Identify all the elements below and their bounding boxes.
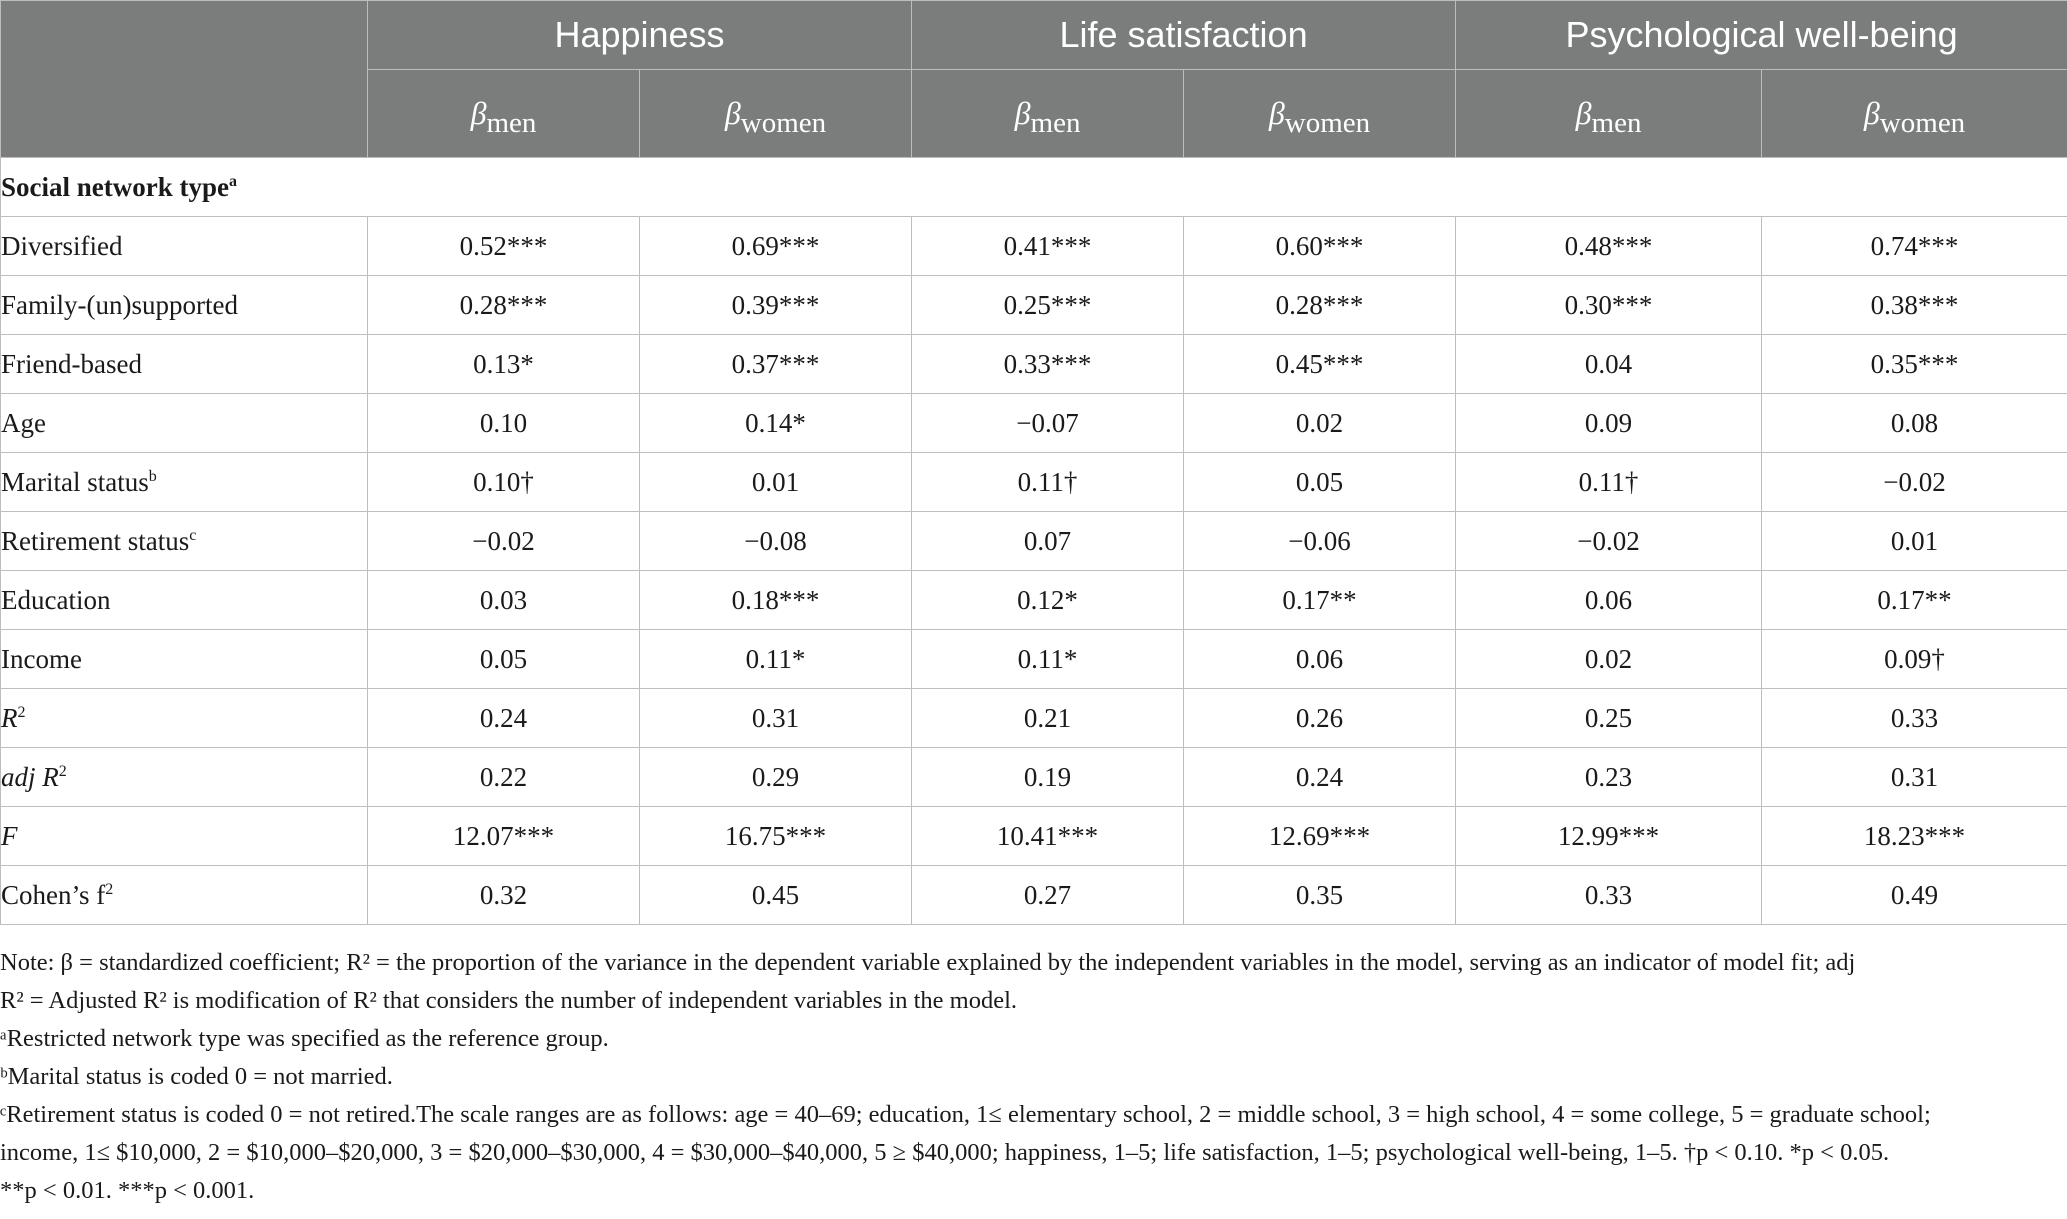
table-cell: 0.45 (640, 866, 912, 925)
row-label-text: Age (1, 407, 46, 438)
beta-subscript: women (1879, 107, 1966, 139)
table-row (1, 394, 2067, 453)
beta-subscript: men (486, 107, 537, 139)
table-cell: 0.04 (1456, 335, 1762, 394)
table-cell: 0.45*** (1184, 335, 1456, 394)
table-row (1, 217, 2067, 276)
note-line: R² = Adjusted R² is modification of R² that considers the number of independent variables in the model. (0, 987, 1018, 1014)
row-label-text: Diversified (1, 230, 123, 261)
table-cell: 0.01 (1762, 512, 2067, 571)
table-cell: 0.33 (1762, 689, 2067, 748)
table-cell: 0.02 (1184, 394, 1456, 453)
row-label-text: adj R (1, 761, 59, 792)
table-cell: 0.30*** (1456, 276, 1762, 335)
row-label (1, 512, 368, 571)
note-line: income, 1≤ $10,000, 2 = $10,000–$20,000, 3 = $20,000–$30,000, 4 = $30,000–$40,000, 5 ≥ $40,000; happiness, 1–5; life satisfaction, 1–5; psychological well-being, 1–5. †p < 0.10. *p < 0.05. (0, 1139, 1890, 1166)
table-cell: −0.08 (640, 512, 912, 571)
table-cell: 0.33*** (912, 335, 1184, 394)
table-cell: 0.08 (1762, 394, 2067, 453)
note-line: ᵃRestricted network type was specified as the reference group. (0, 1025, 609, 1052)
note-line: Note: β = standardized coefficient; R² = the proportion of the variance in the dependent variable explained by the independent variables in the model, serving as an indicator of model fit; adj (0, 949, 1856, 976)
row-label-text: Marital status (1, 466, 149, 497)
table-cell: −0.02 (368, 512, 640, 571)
table-cell: 0.26 (1184, 689, 1456, 748)
table-row (1, 807, 2067, 866)
table-cell: 0.10† (368, 453, 640, 512)
table-cell: 0.33 (1456, 866, 1762, 925)
table-cell: 0.28*** (368, 276, 640, 335)
row-label-superscript: c (189, 526, 197, 544)
table-cell: 0.25 (1456, 689, 1762, 748)
table-cell: 0.02 (1456, 630, 1762, 689)
table-cell: 0.09 (1456, 394, 1762, 453)
row-label (1, 748, 368, 807)
group-header-psychological-well-being: Psychological well-being (1456, 1, 2067, 70)
table-cell: 0.37*** (640, 335, 912, 394)
table-cell: 10.41*** (912, 807, 1184, 866)
row-label (1, 335, 368, 394)
row-label (1, 630, 368, 689)
table-cell: 0.48*** (1456, 217, 1762, 276)
beta-men-header (1456, 70, 1762, 158)
table-cell: 12.69*** (1184, 807, 1456, 866)
row-label-superscript: 2 (58, 762, 67, 780)
beta-men-header (912, 70, 1184, 158)
table-row (1, 453, 2067, 512)
table-cell: 0.27 (912, 866, 1184, 925)
table-cell: 0.23 (1456, 748, 1762, 807)
beta-men-header (368, 70, 640, 158)
table-cell: 0.06 (1184, 630, 1456, 689)
table-cell: 0.03 (368, 571, 640, 630)
row-label (1, 276, 368, 335)
group-header-life-satisfaction: Life satisfaction (912, 1, 1456, 70)
row-label-text: R (1, 702, 18, 733)
beta-women-header (640, 70, 912, 158)
table-row (1, 866, 2067, 925)
beta-subscript: men (1591, 107, 1642, 139)
row-label-text: Education (1, 584, 111, 615)
table-cell: 0.17** (1184, 571, 1456, 630)
beta-women-header (1762, 70, 2067, 158)
table-cell: 16.75*** (640, 807, 912, 866)
row-label (1, 689, 368, 748)
table-cell: −0.02 (1456, 512, 1762, 571)
table-cell: −0.02 (1762, 453, 2067, 512)
table-cell: 0.19 (912, 748, 1184, 807)
table-cell: 0.11† (912, 453, 1184, 512)
table-row (1, 571, 2067, 630)
table-cell: 0.11* (640, 630, 912, 689)
table-cell: 0.05 (368, 630, 640, 689)
table-cell: 0.11* (912, 630, 1184, 689)
stub-header (1, 1, 368, 158)
table-cell: 0.01 (640, 453, 912, 512)
row-label-text: Retirement status (1, 525, 190, 556)
beta-symbol: β (1014, 95, 1031, 131)
section-label (1, 158, 2067, 217)
row-label-superscript: b (148, 467, 157, 485)
table-cell: 12.07*** (368, 807, 640, 866)
table-cell: 0.38*** (1762, 276, 2067, 335)
group-header-happiness: Happiness (368, 1, 912, 70)
note-line: ᵇMarital status is coded 0 = not married. (0, 1063, 393, 1090)
table-cell: 0.49 (1762, 866, 2067, 925)
table-row (1, 748, 2067, 807)
table-cell: 0.12* (912, 571, 1184, 630)
table-cell: 0.10 (368, 394, 640, 453)
row-label (1, 394, 368, 453)
beta-symbol: β (1268, 95, 1285, 131)
table-cell: 18.23*** (1762, 807, 2067, 866)
beta-subscript: women (1284, 107, 1371, 139)
table-cell: 0.60*** (1184, 217, 1456, 276)
row-label-text: F (1, 820, 18, 851)
beta-subscript: women (740, 107, 827, 139)
table-cell: 0.17** (1762, 571, 2067, 630)
row-label-superscript: 2 (105, 880, 114, 898)
table-cell: 0.29 (640, 748, 912, 807)
table-row (1, 335, 2067, 394)
table-cell: 0.25*** (912, 276, 1184, 335)
section-row (1, 158, 2067, 217)
table-cell: 0.11† (1456, 453, 1762, 512)
table-cell: 0.06 (1456, 571, 1762, 630)
row-label (1, 807, 368, 866)
row-label-text: Income (1, 643, 82, 674)
table-cell: 0.09† (1762, 630, 2067, 689)
table-cell: 0.24 (1184, 748, 1456, 807)
table-cell: 0.05 (1184, 453, 1456, 512)
row-label-superscript: 2 (17, 703, 26, 721)
beta-symbol: β (1863, 95, 1880, 131)
table-row (1, 512, 2067, 571)
row-label-text: Family-(un)supported (1, 289, 238, 320)
beta-symbol: β (724, 95, 741, 131)
table-row (1, 689, 2067, 748)
table-cell: 0.28*** (1184, 276, 1456, 335)
note-line: ᶜRetirement status is coded 0 = not retired.The scale ranges are as follows: age = 40–69; education, 1≤ elementary school, 2 = middle school, 3 = high school, 4 = some college, 5 = graduate school; (0, 1101, 1931, 1128)
table-cell: 0.52*** (368, 217, 640, 276)
table-cell: 0.31 (1762, 748, 2067, 807)
table-cell: 0.69*** (640, 217, 912, 276)
table-cell: 0.31 (640, 689, 912, 748)
table-row (1, 630, 2067, 689)
table-cell: 0.14* (640, 394, 912, 453)
table-cell: 0.13* (368, 335, 640, 394)
table-cell: 0.35*** (1762, 335, 2067, 394)
table-cell: 0.07 (912, 512, 1184, 571)
table-cell: 0.18*** (640, 571, 912, 630)
table-cell: 0.21 (912, 689, 1184, 748)
section-footnote-mark: a (228, 172, 237, 190)
group-header-row (1, 1, 2067, 70)
section-label-text: Social network type (1, 171, 229, 202)
table-row (1, 276, 2067, 335)
row-label-text: Cohen’s f (1, 879, 106, 910)
table-cell: 0.32 (368, 866, 640, 925)
beta-symbol: β (1575, 95, 1592, 131)
table-cell: 0.22 (368, 748, 640, 807)
row-label-text: Friend-based (1, 348, 142, 379)
table-cell: 12.99*** (1456, 807, 1762, 866)
beta-subscript: men (1030, 107, 1081, 139)
table-cell: 0.24 (368, 689, 640, 748)
row-label (1, 866, 368, 925)
table-cell: 0.35 (1184, 866, 1456, 925)
note-line: **p < 0.01. ***p < 0.001. (0, 1177, 255, 1204)
row-label (1, 453, 368, 512)
table-cell: −0.07 (912, 394, 1184, 453)
beta-symbol: β (470, 95, 487, 131)
table-cell: 0.74*** (1762, 217, 2067, 276)
table-cell: −0.06 (1184, 512, 1456, 571)
row-label (1, 217, 368, 276)
row-label (1, 571, 368, 630)
table-cell: 0.41*** (912, 217, 1184, 276)
table-notes (0, 944, 2067, 1210)
table-cell: 0.39*** (640, 276, 912, 335)
beta-women-header (1184, 70, 1456, 158)
